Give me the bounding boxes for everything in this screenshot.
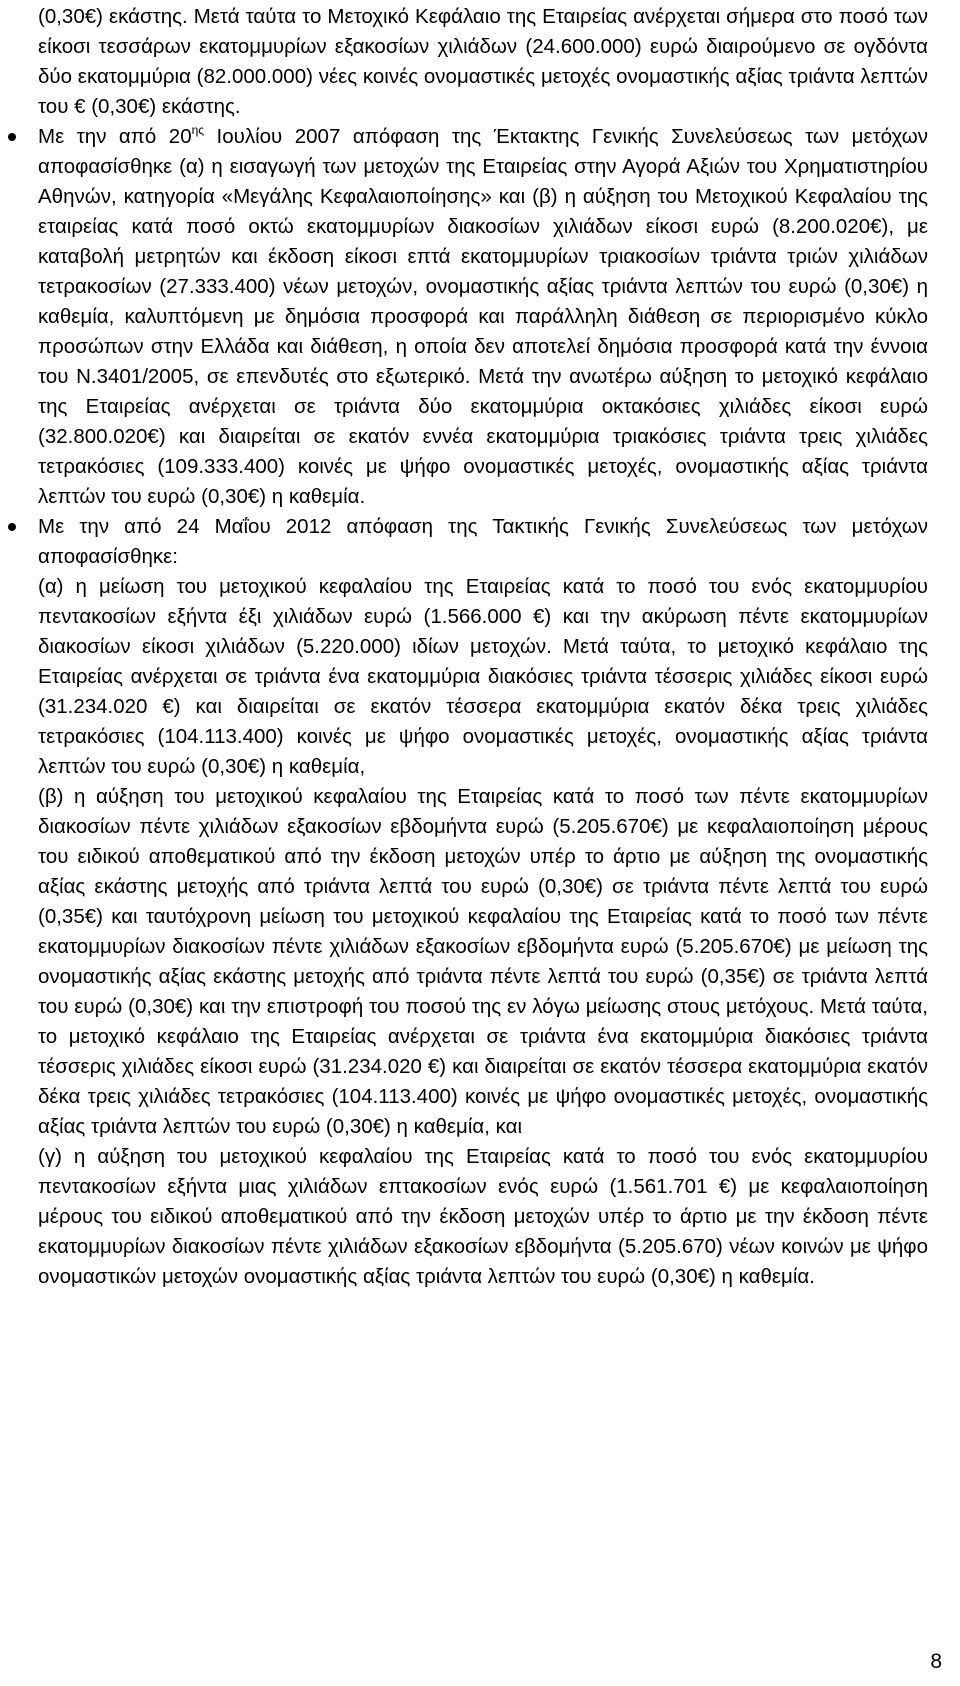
bullet-item-2 [38,512,928,1292]
bullet2-clause-b: (β) η αύξηση του μετοχικού κεφαλαίου της Εταιρείας κατά το ποσό των πέντε εκατομμυρίων διακοσίων πέντε χιλιάδων εξακοσίων εβδομήντα ευρώ (5.205.670€) με κεφαλαιοποίηση μέρους του ειδικού αποθεματικού από την έκδοση μετοχών υπέρ το άρτιο με αύξηση της ονομαστικής αξίας εκάστης μετοχής από τριάντα λεπτά του ευρώ (0,30€) σε τριάντα πέντε λεπτά του ευρώ (0,35€) και ταυτόχρονη μείωση του μετοχικού κεφαλαίου της Εταιρείας κατά το ποσό των πέντε εκατομμυρίων διακοσίων πέντε χιλιάδων εξακοσίων εβδομήντα ευρώ (5.205.670€) με μείωση της ονομαστικής αξίας εκάστης μετοχής από τριάντα πέντε λεπτά του ευρώ (0,35€) σε τριάντα λεπτά του ευρώ (0,30€) και την επιστροφή του ποσού της εν λόγω μείωσης στους μετόχους. Μετά ταύτα, το μετοχικό κεφάλαιο της Εταιρείας ανέρχεται σε τριάντα ένα εκατομμύρια διακόσιες τριάντα τέσσερις χιλιάδες είκοσι ευρώ (31.234.020 €) και διαιρείται σε εκατόν τέσσερα εκατομμύρια εκατόν δέκα τρεις χιλιάδες τετρακόσιες (104.113.400) κοινές με ψήφο ονομαστικές μετοχές, ονομαστικής αξίας τριάντα λεπτών του ευρώ (0,30€) η καθεμία, και [38,785,928,1138]
bullet-item-1 [38,122,928,512]
bullet2-lead: Με την από 24 Μαΐου 2012 απόφαση της Τακτικής Γενικής Συνελεύσεως των μετόχων αποφασίσθηκε: [38,515,928,568]
bullet2-clause-a: (α) η μείωση του μετοχικού κεφαλαίου της Εταιρείας κατά το ποσό του ενός εκατομμυρίου πεντακοσίων εξήντα έξι χιλιάδων ευρώ (1.566.000 €) και την ακύρωση πέντε εκατομμυρίων διακοσίων είκοσι χιλιάδων (5.220.000) ιδίων μετοχών. Μετά ταύτα, το μετοχικό κεφάλαιο της Εταιρείας ανέρχεται σε τριάντα ένα εκατομμύρια διακόσιες τριάντα τέσσερις χιλιάδες είκοσι ευρώ (31.234.020 €) και διαιρείται σε εκατόν τέσσερα εκατομμύρια εκατόν δέκα τρεις χιλιάδες τετρακόσιες (104.113.400) κοινές με ψήφο ονομαστικές μετοχές, ονομαστικής αξίας τριάντα λεπτών του ευρώ (0,30€) η καθεμία, [38,575,928,778]
bullet2-clause-c: (γ) η αύξηση του μετοχικού κεφαλαίου της Εταιρείας κατά το ποσό του ενός εκατομμυρίου πεντακοσίων εξήντα μιας χιλιάδων επτακοσίων ενός ευρώ (1.561.701 €) με κεφαλαιοποίηση μέρους του ειδικού αποθεματικού από την έκδοση μετοχών υπέρ το άρτιο με την έκδοση πέντε εκατομμυρίων διακοσίων πέντε χιλιάδων εξακοσίων εβδομήντα (5.205.670) νέων κοινών με ψήφο ονομαστικών μετοχών ονομαστικής αξίας τριάντα λεπτών του ευρώ (0,30€) η καθεμία. [38,1145,928,1288]
bullet1-text: Ιουλίου 2007 απόφαση της Έκτακτης Γενικής Συνελεύσεως των μετόχων αποφασίσθηκε (α) η εισαγωγή των μετοχών της Εταιρείας στην Αγορά Αξιών του Χρηματιστηρίου Αθηνών, κατηγορία «Μεγάλης Κεφαλαιοποίησης» και (β) η αύξηση του Μετοχικού Κεφαλαίου της εταιρείας κατά ποσό οκτώ εκατομμυρίων διακοσίων χιλιάδων είκοσι ευρώ (8.200.020€), με καταβολή μετρητών και έκδοση είκοσι επτά εκατομμυρίων τριακοσίων τριάντα τριών χιλιάδων τετρακοσίων (27.333.400) νέων μετοχών, ονομαστικής αξίας τριάντα λεπτών του ευρώ (0,30€) η καθεμία, καλυπτόμενη με δημόσια προσφορά και παράλληλη διάθεση σε περιορισμένο κύκλο προσώπων στην Ελλάδα και διάθεση, η οποία δεν αποτελεί δημόσια προσφορά κατά την έννοια του Ν.3401/2005, σε επενδυτές στο εξωτερικό. Μετά την ανωτέρω αύξηση το μετοχικό κεφάλαιο της Εταιρείας ανέρχεται σε τριάντα δύο εκατομμύρια οκτακόσιες χιλιάδες είκοσι ευρώ (32.800.020€) και διαιρείται σε εκατόν εννέα εκατομμύρια τριακόσιες τριάντα τρεις χιλιάδες τετρακόσιες (109.333.400) κοινές με ψήφο ονομαστικές μετοχές, ονομαστικής αξίας τριάντα λεπτών του ευρώ (0,30€) η καθεμία. [38,125,928,508]
bullet-dot-icon [8,523,16,531]
page-number: 8 [930,1650,942,1673]
bullet1-lead: Με την από 20 [38,125,192,148]
document-body [38,2,928,1292]
bullet1-ordinal-suffix: ης [191,123,205,137]
intro-paragraph: (0,30€) εκάστης. Μετά ταύτα το Μετοχικό Κεφάλαιο της Εταιρείας ανέρχεται σήμερα στο ποσό των είκοσι τεσσάρων εκατομμυρίων εξακοσίων χιλιάδων (24.600.000) ευρώ διαιρούμενο σε ογδόντα δύο εκατομμύρια (82.000.000) νέες κοινές ονομαστικές μετοχές ονομαστικής αξίας τριάντα λεπτών του € (0,30€) εκάστης. [38,5,928,118]
bullet-dot-icon [8,133,16,141]
